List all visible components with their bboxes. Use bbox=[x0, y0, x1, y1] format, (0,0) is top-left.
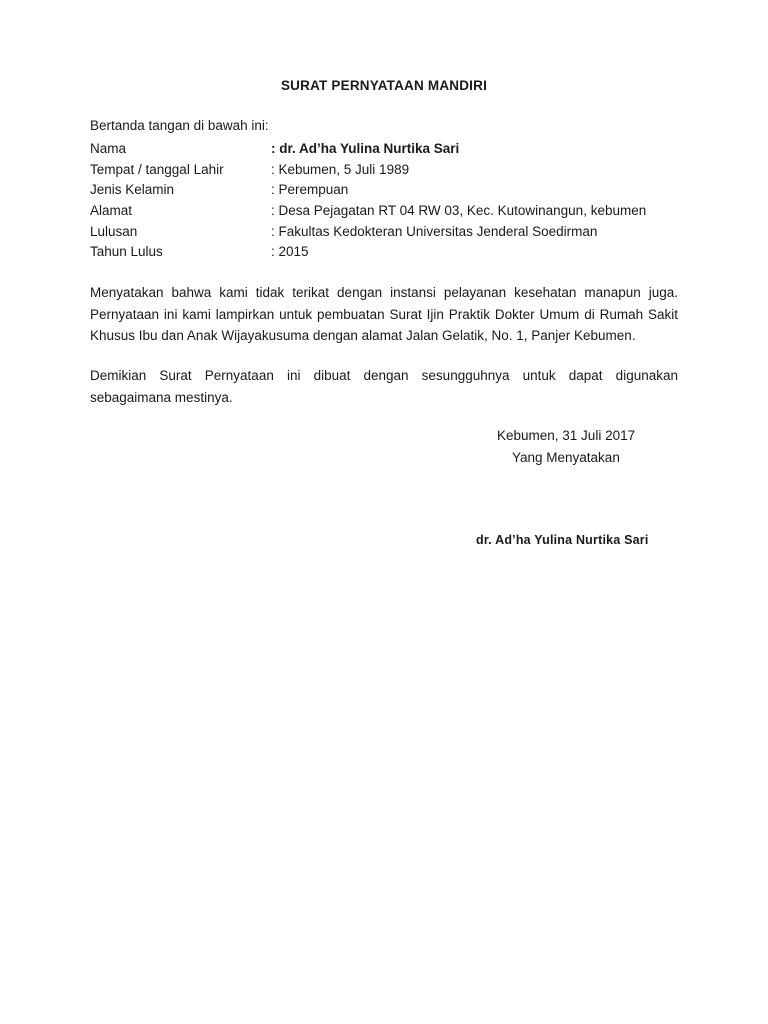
statement-paragraph: Menyatakan bahwa kami tidak terikat dengan instansi pelayanan kesehatan manapun juga. Pernyataan ini kami lampirkan untuk pembuatan Surat Ijin Praktik Dokter Umum di Rumah Sakit Khusus Ibu dan Anak Wijayakusuma dengan alamat Jalan Gelatik, No. 1, Panjer Kebumen. bbox=[90, 285, 678, 343]
field-row-alamat bbox=[90, 201, 690, 222]
field-label: Nama bbox=[90, 141, 127, 156]
field-label: Alamat bbox=[90, 203, 133, 219]
field-row-tempat-tanggal-lahir bbox=[90, 160, 690, 181]
field-row-jenis-kelamin bbox=[90, 180, 690, 201]
identity-fields bbox=[90, 139, 690, 263]
signer-name: dr. Ad’ha Yulina Nurtika Sari bbox=[476, 533, 649, 547]
field-label: Jenis Kelamin bbox=[90, 182, 175, 198]
document-title: SURAT PERNYATAAN MANDIRI bbox=[280, 78, 488, 93]
field-value: : dr. Ad’ha Yulina Nurtika Sari bbox=[271, 141, 460, 156]
field-value: : Fakultas Kedokteran Universitas Jenderal Soedirman bbox=[271, 223, 598, 239]
field-row-nama bbox=[90, 139, 690, 160]
field-label: Lulusan bbox=[90, 223, 138, 239]
field-value: : 2015 bbox=[271, 244, 309, 260]
signer-label: Yang Menyatakan bbox=[512, 450, 620, 465]
field-row-tahun-lulus bbox=[90, 242, 690, 263]
closing-paragraph: Demikian Surat Pernyataan ini dibuat dengan sesungguhnya untuk dapat digunakan sebagaimana mestinya. bbox=[90, 368, 678, 405]
field-value: : Desa Pejagatan RT 04 RW 03, Kec. Kutowinangun, kebumen bbox=[271, 203, 647, 219]
field-row-lulusan bbox=[90, 222, 690, 243]
field-value: : Kebumen, 5 Juli 1989 bbox=[271, 161, 410, 177]
field-label: Tahun Lulus bbox=[90, 244, 163, 260]
place-date: Kebumen, 31 Juli 2017 bbox=[497, 428, 636, 443]
field-label: Tempat / tanggal Lahir bbox=[90, 161, 224, 177]
intro-text: Bertanda tangan di bawah ini: bbox=[90, 118, 269, 133]
field-value: : Perempuan bbox=[271, 182, 349, 198]
